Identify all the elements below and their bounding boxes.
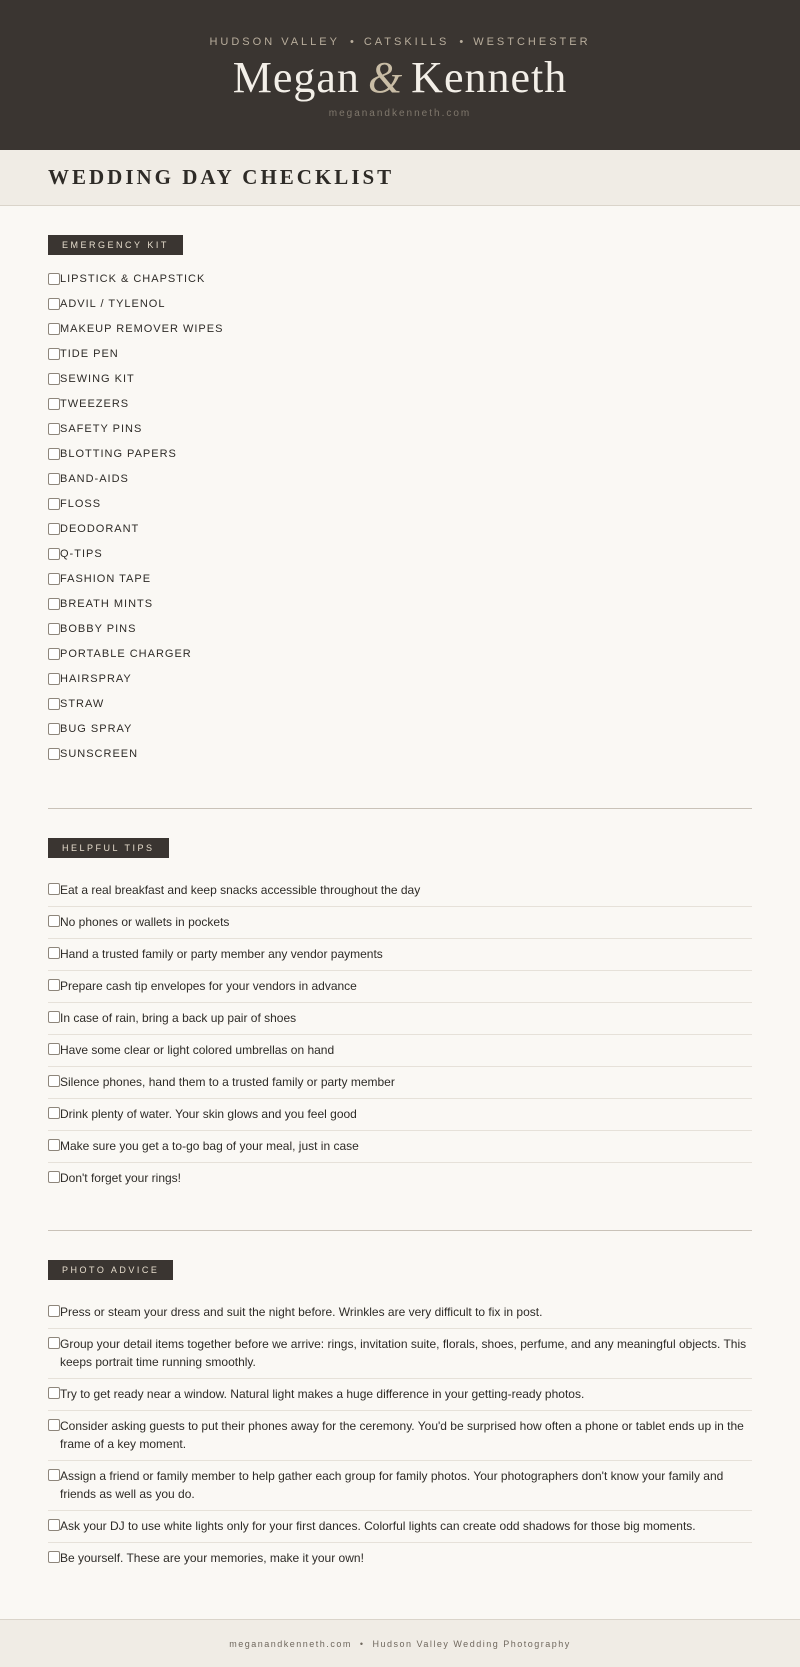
kit-item-text: PORTABLE CHARGER (60, 648, 192, 660)
title-bar (0, 150, 800, 206)
tip-item-text: Don't forget your rings! (60, 1171, 182, 1185)
photo-advice-item (48, 1297, 752, 1329)
helpful-tips-label: HELPFUL TIPS (48, 838, 169, 858)
checkbox[interactable] (48, 373, 60, 385)
kit-item (48, 322, 752, 347)
checkbox[interactable] (48, 298, 60, 310)
kit-item-text: BREATH MINTS (60, 598, 154, 610)
checklist-content (0, 206, 800, 1574)
kit-item-text: STRAW (60, 698, 105, 710)
kit-item (48, 297, 752, 322)
checkbox[interactable] (48, 448, 60, 460)
checkbox[interactable] (48, 1387, 60, 1399)
kit-item-text: DEODORANT (60, 523, 140, 535)
checkbox[interactable] (48, 473, 60, 485)
kit-item (48, 397, 752, 422)
checkbox[interactable] (48, 1519, 60, 1531)
kit-item (48, 747, 752, 772)
tip-item (48, 1163, 752, 1194)
checkbox[interactable] (48, 947, 60, 959)
checkbox[interactable] (48, 723, 60, 735)
checkbox[interactable] (48, 698, 60, 710)
emergency-kit-label: EMERGENCY KIT (48, 235, 183, 255)
photo-advice-item-text: Assign a friend or family member to help gather each group for family photos. Your photographers don't know your family and friends as well as you do. (60, 1469, 724, 1501)
region-westchester: WESTCHESTER (473, 36, 591, 48)
footer-tagline: Hudson Valley Wedding Photography (372, 1639, 571, 1649)
kit-item-text: FASHION TAPE (60, 573, 152, 585)
region-separator: • (459, 36, 464, 48)
kit-item (48, 372, 752, 397)
page-title: WEDDING DAY CHECKLIST (48, 165, 395, 189)
header-website: meganandkenneth.com (328, 108, 472, 120)
photo-advice-section (48, 1260, 752, 1574)
tip-item (48, 1035, 752, 1067)
kit-item (48, 722, 752, 747)
emergency-kit-list (48, 272, 752, 772)
checkbox[interactable] (48, 1075, 60, 1087)
checkbox[interactable] (48, 573, 60, 585)
kit-item-text: TWEEZERS (60, 398, 130, 410)
photo-advice-item-text: Consider asking guests to put their phones away for the ceremony. You'd be surprised how often a phone or tablet ends up in the frame of a key moment. (60, 1419, 744, 1451)
tip-item-text: Drink plenty of water. Your skin glows and you feel good (60, 1107, 357, 1121)
checkbox[interactable] (48, 523, 60, 535)
tip-item-text: In case of rain, bring a back up pair of shoes (60, 1011, 297, 1025)
kit-item-text: BUG SPRAY (60, 723, 133, 735)
checkbox[interactable] (48, 979, 60, 991)
tip-item (48, 971, 752, 1003)
tip-item-text: Hand a trusted family or party member any vendor payments (60, 947, 383, 961)
checkbox[interactable] (48, 1139, 60, 1151)
tip-item-text: Have some clear or light colored umbrellas on hand (60, 1043, 335, 1057)
kit-item-text: ADVIL / TYLENOL (60, 298, 166, 310)
ampersand: & (367, 53, 404, 102)
photo-advice-item (48, 1329, 752, 1379)
region-separator: • (349, 36, 354, 48)
checkbox[interactable] (48, 1043, 60, 1055)
page-header (0, 0, 800, 150)
checkbox[interactable] (48, 548, 60, 560)
kit-item-text: TIDE PEN (60, 348, 119, 360)
checkbox[interactable] (48, 273, 60, 285)
kit-item (48, 522, 752, 547)
photo-advice-item-text: Be yourself. These are your memories, make it your own! (60, 1551, 364, 1565)
kit-item (48, 672, 752, 697)
tip-item-text: Eat a real breakfast and keep snacks accessible throughout the day (60, 883, 421, 897)
couple-names (0, 54, 800, 102)
kit-item (48, 547, 752, 572)
checkbox[interactable] (48, 1551, 60, 1563)
kit-item (48, 272, 752, 297)
tip-item-text: No phones or wallets in pockets (60, 915, 230, 929)
tip-item (48, 1003, 752, 1035)
photo-advice-item (48, 1411, 752, 1461)
tip-item (48, 1067, 752, 1099)
checkbox[interactable] (48, 915, 60, 927)
tip-item-text: Silence phones, hand them to a trusted family or party member (60, 1075, 395, 1089)
checkbox[interactable] (48, 1337, 60, 1349)
kit-item (48, 472, 752, 497)
photo-advice-item (48, 1379, 752, 1411)
region-catskills: CATSKILLS (363, 36, 450, 48)
name-second: Kenneth (411, 53, 568, 102)
tip-item (48, 907, 752, 939)
section-divider (48, 1230, 752, 1231)
photo-advice-item-text: Try to get ready near a window. Natural light makes a huge difference in your getting-ready photos. (60, 1387, 585, 1401)
photo-advice-item (48, 1543, 752, 1574)
tip-item-text: Prepare cash tip envelopes for your vendors in advance (60, 979, 357, 993)
checkbox[interactable] (48, 398, 60, 410)
checkbox[interactable] (48, 1107, 60, 1119)
checkbox[interactable] (48, 423, 60, 435)
kit-item (48, 697, 752, 722)
checkbox[interactable] (48, 673, 60, 685)
checkbox[interactable] (48, 883, 60, 895)
tip-item (48, 1099, 752, 1131)
tip-item (48, 875, 752, 907)
kit-item-text: HAIRSPRAY (60, 673, 132, 685)
kit-item-text: Q-TIPS (60, 548, 103, 560)
photo-advice-label: PHOTO ADVICE (48, 1260, 173, 1280)
section-divider (48, 808, 752, 809)
kit-item (48, 347, 752, 372)
regions-line (0, 36, 800, 48)
checkbox[interactable] (48, 648, 60, 660)
kit-item-text: BOBBY PINS (60, 623, 137, 635)
photo-advice-item-text: Press or steam your dress and suit the night before. Wrinkles are very difficult to fix in post. (60, 1305, 543, 1319)
checkbox[interactable] (48, 748, 60, 760)
photo-advice-list (48, 1297, 752, 1574)
helpful-tips-section (48, 838, 752, 1194)
photo-advice-item (48, 1461, 752, 1511)
checkbox[interactable] (48, 498, 60, 510)
checkbox[interactable] (48, 323, 60, 335)
checkbox[interactable] (48, 1419, 60, 1431)
checkbox[interactable] (48, 623, 60, 635)
kit-item-text: FLOSS (60, 498, 102, 510)
kit-item-text: BAND-AIDS (60, 473, 129, 485)
helpful-tips-list (48, 875, 752, 1194)
checkbox[interactable] (48, 1469, 60, 1481)
footer-website: meganandkenneth.com (229, 1639, 352, 1649)
page-footer (0, 1619, 800, 1667)
kit-item (48, 422, 752, 447)
kit-item (48, 497, 752, 522)
tip-item-text: Make sure you get a to-go bag of your meal, just in case (60, 1139, 359, 1153)
kit-item (48, 572, 752, 597)
kit-item-text: SAFETY PINS (60, 423, 143, 435)
checkbox[interactable] (48, 348, 60, 360)
kit-item (48, 647, 752, 672)
kit-item-text: BLOTTING PAPERS (60, 448, 177, 460)
checkbox[interactable] (48, 598, 60, 610)
name-first: Megan (232, 53, 360, 102)
footer-separator: • (359, 1639, 365, 1649)
kit-item (48, 447, 752, 472)
tip-item (48, 939, 752, 971)
kit-item (48, 622, 752, 647)
kit-item-text: MAKEUP REMOVER WIPES (60, 323, 224, 335)
region-hudson-valley: HUDSON VALLEY (209, 36, 340, 48)
checkbox[interactable] (48, 1011, 60, 1023)
kit-item-text: SEWING KIT (60, 373, 135, 385)
kit-item (48, 597, 752, 622)
kit-item-text: LIPSTICK & CHAPSTICK (60, 273, 206, 285)
checkbox[interactable] (48, 1305, 60, 1317)
checkbox[interactable] (48, 1171, 60, 1183)
photo-advice-item-text: Ask your DJ to use white lights only for your first dances. Colorful lights can create odd shadows for those big moments. (60, 1519, 696, 1533)
photo-advice-item (48, 1511, 752, 1543)
tip-item (48, 1131, 752, 1163)
emergency-kit-section (48, 235, 752, 772)
photo-advice-item-text: Group your detail items together before we arrive: rings, invitation suite, florals, shoes, perfume, and any meaningful objects. This keeps portrait time running smoothly. (60, 1337, 747, 1369)
kit-item-text: SUNSCREEN (60, 748, 139, 760)
